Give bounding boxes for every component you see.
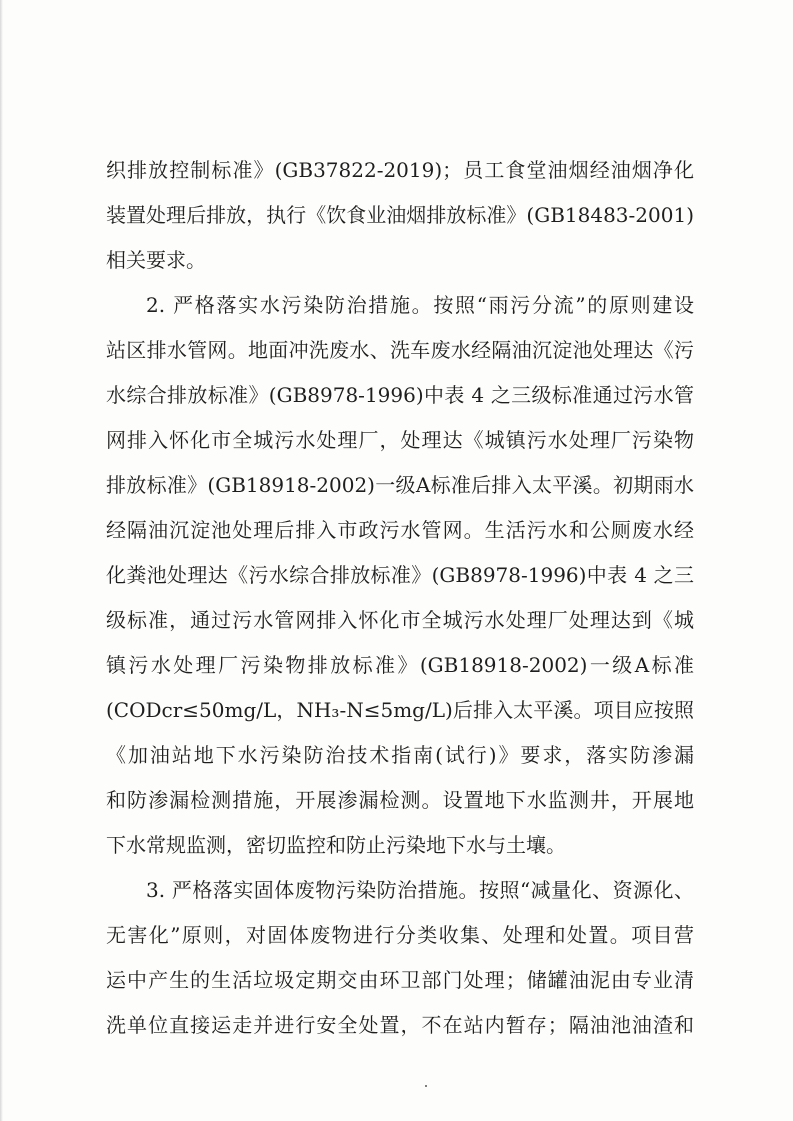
text-line-2: 装置处理后排放，执行《饮食业油烟排放标准》(GB18483-2001) bbox=[106, 203, 694, 227]
text-line-7: 网排入怀化市全城污水处理厂，处理达《城镇污水处理厂污染物 bbox=[106, 428, 694, 452]
section-2-heading-line: 2. 严格落实水污染防治措施。按照“雨污分流”的原则建设 bbox=[146, 293, 694, 317]
text-line-10: 化粪池处理达《污水综合排放标准》(GB8978-1996)中表 4 之三 bbox=[106, 563, 694, 587]
text-line-19: 运中产生的生活垃圾定期交由环卫部门处理；储罐油泥由专业清 bbox=[106, 968, 694, 992]
text-line-12: 镇污水处理厂污染物排放标准》(GB18918-2002)一级A标准 bbox=[106, 653, 694, 677]
text-line-13: (CODcr≤50mg/L，NH₃-N≤5mg/L)后排入太平溪。项目应按照 bbox=[106, 698, 694, 722]
text-line-18: 无害化”原则，对固体废物进行分类收集、处理和处置。项目营 bbox=[106, 923, 694, 947]
text-line-5: 站区排水管网。地面冲洗废水、洗车废水经隔油沉淀池处理达《污 bbox=[106, 338, 694, 362]
section-3-heading-line: 3. 严格落实固体废物污染防治措施。按照“减量化、资源化、 bbox=[146, 878, 694, 902]
text-line-6: 水综合排放标准》(GB8978-1996)中表 4 之三级标准通过污水管 bbox=[106, 383, 694, 407]
text-line-11: 级标准，通过污水管网排入怀化市全城污水处理厂处理达到《城 bbox=[106, 608, 694, 632]
text-line-14: 《加油站地下水污染防治技术指南(试行)》要求，落实防渗漏 bbox=[106, 743, 694, 767]
scan-edge-shadow bbox=[0, 0, 3, 1121]
text-line-8: 排放标准》(GB18918-2002)一级A标准后排入太平溪。初期雨水 bbox=[106, 473, 694, 497]
text-line-15: 和防渗漏检测措施，开展渗漏检测。设置地下水监测井，开展地 bbox=[106, 788, 694, 812]
text-line-3: 相关要求。 bbox=[106, 248, 206, 272]
text-line-1: 织排放控制标准》(GB37822-2019)；员工食堂油烟经油烟净化 bbox=[106, 158, 694, 182]
text-line-9: 经隔油沉淀池处理后排入市政污水管网。生活污水和公厕废水经 bbox=[106, 518, 694, 542]
scan-speck bbox=[425, 1085, 427, 1087]
text-line-16: 下水常规监测，密切监控和防止污染地下水与土壤。 bbox=[106, 833, 566, 857]
text-line-20: 洗单位直接运走并进行安全处置，不在站内暂存；隔油池油渣和 bbox=[106, 1013, 694, 1037]
